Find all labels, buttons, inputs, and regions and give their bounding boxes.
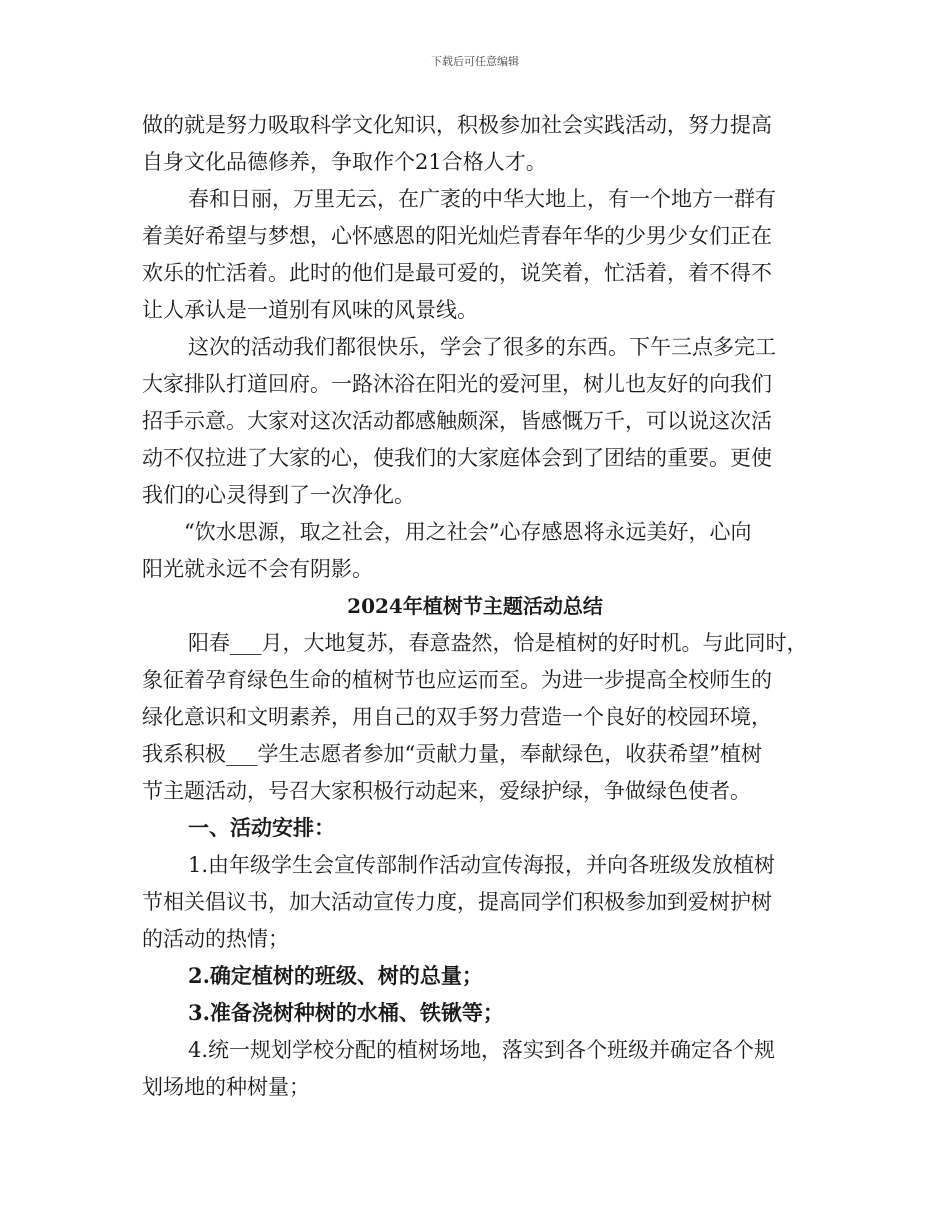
paragraph-line: 这次的活动我们都很快乐，学会了很多的东西。下午三点多完工 — [188, 335, 776, 359]
paragraph-line: 招手示意。大家对这次活动都感触颇深，皆感慨万千，可以说这次活 — [142, 409, 772, 433]
paragraph-line: 欢乐的忙活着。此时的他们是最可爱的，说笑着，忙活着，着不得不 — [142, 261, 772, 285]
paragraph-line: 让人承认是一道别有风味的风景线。 — [142, 298, 478, 322]
list-item: 的活动的热情； — [142, 927, 289, 951]
list-item: 3.准备浇树种树的水桶、铁锹等； — [188, 1000, 504, 1025]
paragraph-line: 我们的心灵得到了一次净化。 — [142, 483, 415, 507]
list-item: 划场地的种树量； — [142, 1075, 310, 1099]
list-item: 2.确定植树的班级、树的总量； — [188, 963, 483, 988]
paragraph-line: 着美好希望与梦想，心怀感恩的阳光灿烂青春年华的少男少女们正在 — [142, 224, 772, 248]
paragraph-line: 节主题活动，号召大家积极行动起来，爱绿护绿，争做绿色使者。 — [142, 779, 751, 803]
list-item: 节相关倡议书，加大活动宣传力度，提高同学们积极参加到爱树护树 — [142, 890, 772, 914]
paragraph-line: 动不仅拉进了大家的心，使我们的大家庭体会到了团结的重要。更使 — [142, 446, 772, 470]
page-header: 下载后可任意编辑 — [431, 55, 519, 68]
document-title: 2024年植树节主题活动总结 — [347, 594, 603, 618]
paragraph-line: 绿化意识和文明素养，用自己的双手努力营造一个良好的校园环境， — [142, 705, 772, 729]
section-heading: 一、活动安排： — [188, 815, 335, 840]
paragraph-line: 象征着孕育绿色生命的植树节也应运而至。为进一步提高全校师生的 — [142, 668, 772, 692]
paragraph-line: 春和日丽，万里无云，在广袤的中华大地上，有一个地方一群有 — [188, 187, 776, 211]
paragraph-line: 自身文化品德修养，争取作个21合格人才。 — [142, 150, 547, 174]
paragraph-line: 做的就是努力吸取科学文化知识，积极参加社会实践活动，努力提高 — [142, 113, 772, 137]
paragraph-line: 阳光就永远不会有阴影。 — [142, 557, 373, 581]
list-item: 4.统一规划学校分配的植树场地，落实到各个班级并确定各个规 — [188, 1038, 776, 1062]
paragraph-line: 阳春___月，大地复苏，春意盎然，恰是植树的好时机。与此同时， — [188, 631, 808, 655]
paragraph-line: 大家排队打道回府。一路沐浴在阳光的爱河里，树儿也友好的向我们 — [142, 372, 772, 396]
paragraph-line: 我系积极___学生志愿者参加“贡献力量，奉献绿色，收获希望”植树 — [142, 742, 762, 766]
list-item: 1.由年级学生会宣传部制作活动宣传海报，并向各班级发放植树 — [188, 853, 776, 877]
paragraph-line: “饮水思源，取之社会，用之社会”心存感恩将永远美好，心向 — [184, 520, 752, 544]
